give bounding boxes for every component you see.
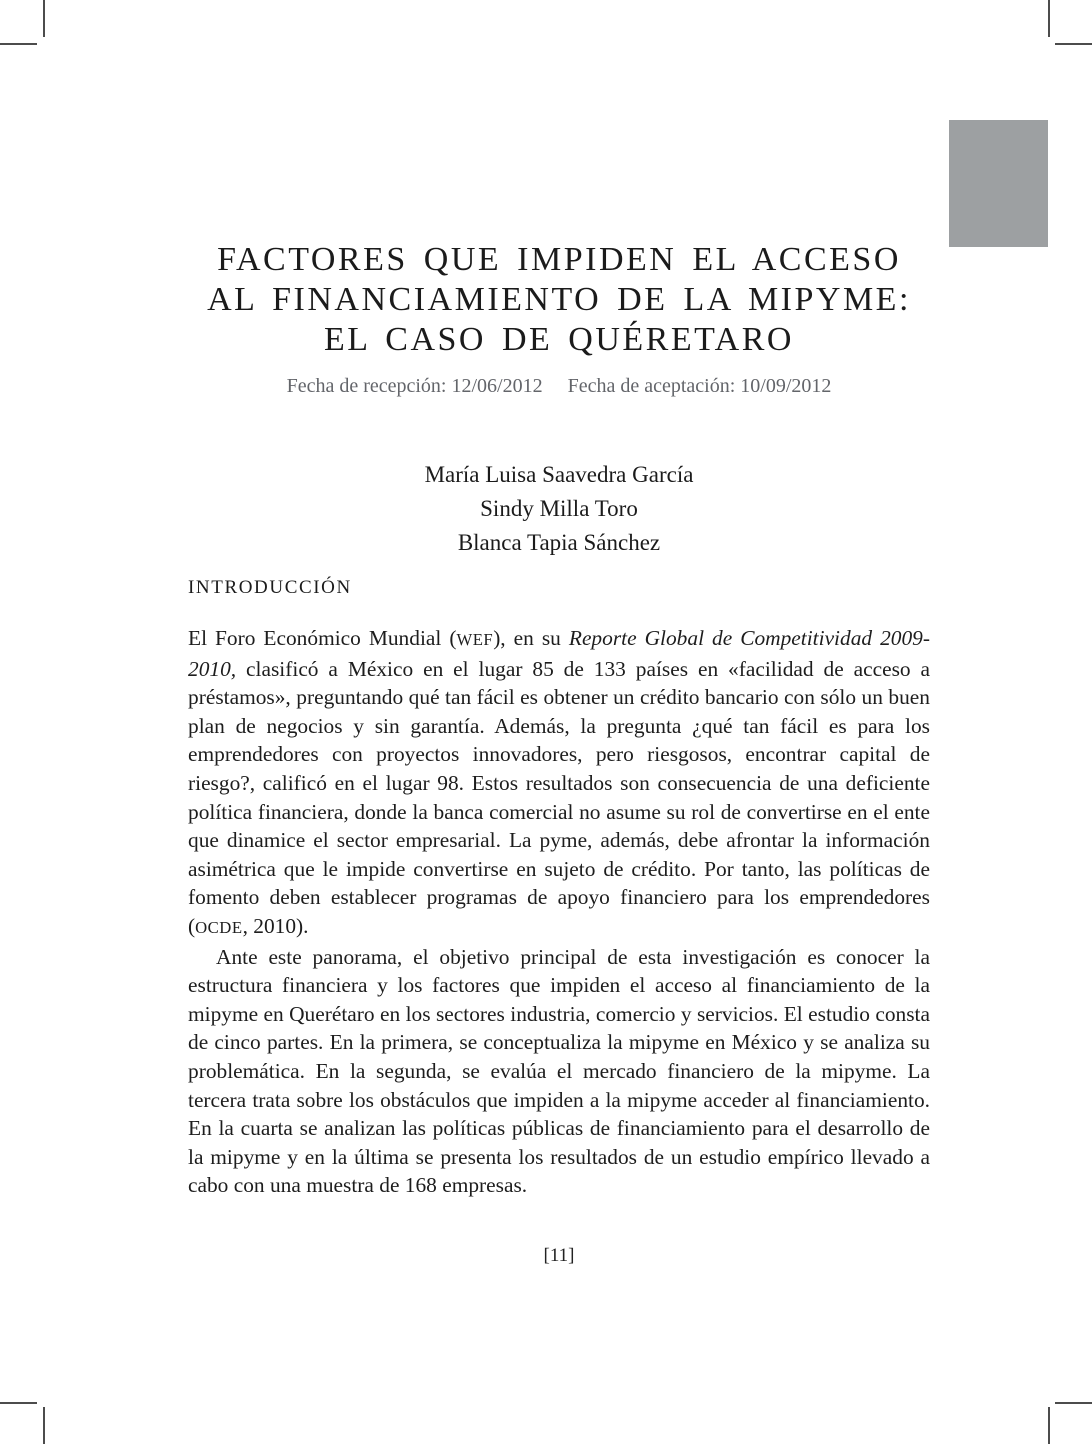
paragraph: Ante este panorama, el objetivo principal de esta investigación es conocer la estructura financiera y los factores que impiden el acceso al financiamiento de la mipyme en Querétaro en los sectores industria, comercio y servicios. El estudio consta de cinco partes. En la primera, se conceptualiza la mipyme en México y se analiza su problemática. En la segunda, se evalúa el mercado financiero de la mipyme. La tercera trata sobre los obstáculos que impiden a la mipyme acceder al financiamiento. En la cuarta se analizan las políticas públicas de financiamiento para el desarrollo de la mipyme y en la última se presenta los resultados de un estudio empírico llevado a cabo con una muestra de 168 empresas. bbox=[188, 944, 930, 1198]
crop-mark-bottom-right-horizontal bbox=[1055, 1402, 1092, 1404]
author-name: María Luisa Saavedra García bbox=[424, 462, 694, 487]
page-number: [11] bbox=[543, 1245, 575, 1266]
crop-mark-top-right-horizontal bbox=[1055, 43, 1092, 45]
crop-mark-bottom-left-vertical bbox=[43, 1407, 45, 1444]
author-name: Blanca Tapia Sánchez bbox=[457, 530, 661, 555]
acceptance-date: Fecha de aceptación: 10/09/2012 bbox=[567, 375, 832, 397]
title-line: AL FINANCIAMIENTO DE LA MIPYME: bbox=[207, 281, 911, 318]
dates-line bbox=[188, 374, 930, 398]
crop-mark-top-left-horizontal bbox=[0, 43, 37, 45]
crop-mark-top-left-vertical bbox=[43, 0, 45, 37]
crop-mark-bottom-right-vertical bbox=[1048, 1407, 1050, 1444]
title-line: EL CASO DE QUÉRETARO bbox=[324, 321, 794, 358]
article-content bbox=[188, 0, 930, 1446]
gray-placeholder-box bbox=[949, 120, 1048, 247]
section-heading-introduccion: INTRODUCCIÓN bbox=[188, 577, 352, 598]
reception-date: Fecha de recepción: 12/06/2012 bbox=[286, 375, 543, 397]
crop-mark-top-right-vertical bbox=[1048, 0, 1050, 37]
intro-paragraphs bbox=[188, 624, 930, 1200]
article-title bbox=[188, 240, 930, 360]
crop-mark-bottom-left-horizontal bbox=[0, 1402, 37, 1404]
paragraph: El Foro Económico Mundial (WEF), en su Reporte Global de Competitividad 2009-2010, clasificó a México en el lugar 85 de 133 países en «facilidad de acceso a préstamos», preguntando qué tan fácil es obtener un crédito bancario con sólo un buen plan de negocios y sin garantía. Además, la pregunta ¿qué tan fácil es para los emprendedores con proyectos innovadores, pero riesgosos, encontrar capital de riesgo?, calificó en el lugar 98. Estos resultados son consecuencia de una deficiente política financiera, donde la banca comercial no asume su rol de convertirse en el ente que dinamice el sector empresarial. La pyme, además, debe afrontar la información asimétrica que le impide convertirse en sujeto de crédito. Por tanto, las políticas de fomento deben establecer programas de apoyo financiero para los emprendedores (OCDE, 2010). bbox=[188, 626, 930, 938]
authors-block bbox=[188, 458, 930, 560]
title-line: FACTORES QUE IMPIDEN EL ACCESO bbox=[217, 241, 901, 278]
author-name: Sindy Milla Toro bbox=[480, 496, 638, 521]
